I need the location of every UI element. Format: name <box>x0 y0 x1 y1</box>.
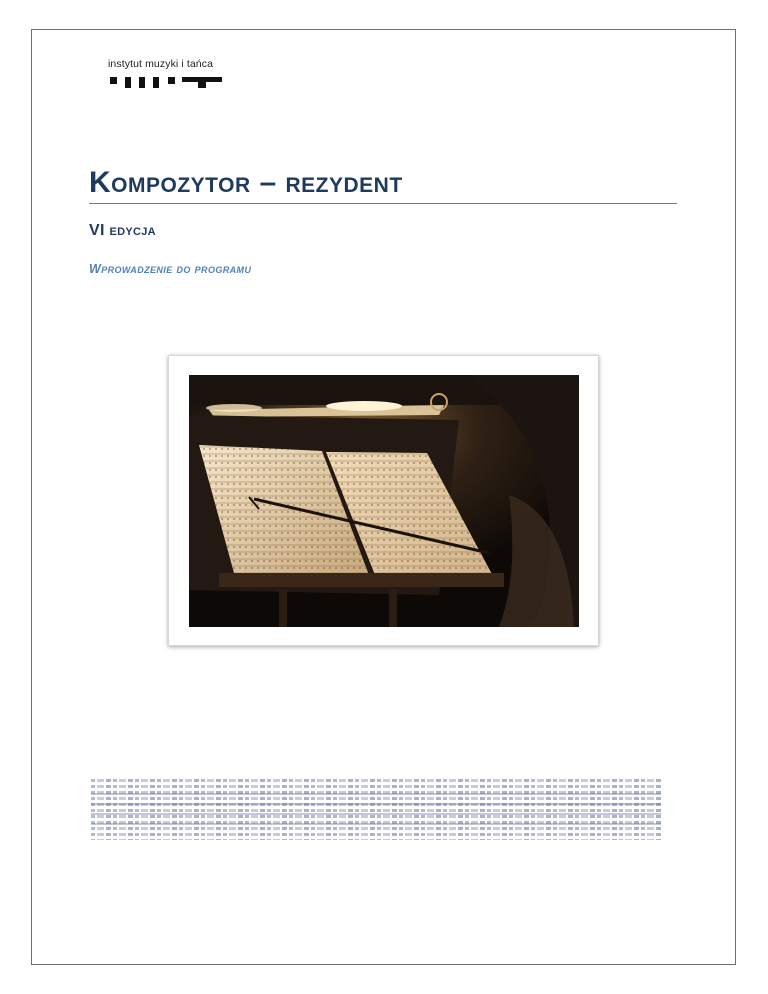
document-title: Kompozytor – rezydent <box>89 166 403 199</box>
institute-logo <box>108 58 228 92</box>
cover-photo-frame <box>168 355 599 646</box>
sheet-music-photo <box>189 375 579 627</box>
document-subtitle: Wprowadzenie do programu <box>89 262 252 276</box>
title-divider <box>89 203 677 204</box>
logo-text: instytut muzyki i tańca <box>108 58 214 70</box>
blurred-text-block <box>91 778 661 840</box>
logo-mark-icon <box>110 74 222 88</box>
edition-heading: VI edycja <box>89 222 156 239</box>
